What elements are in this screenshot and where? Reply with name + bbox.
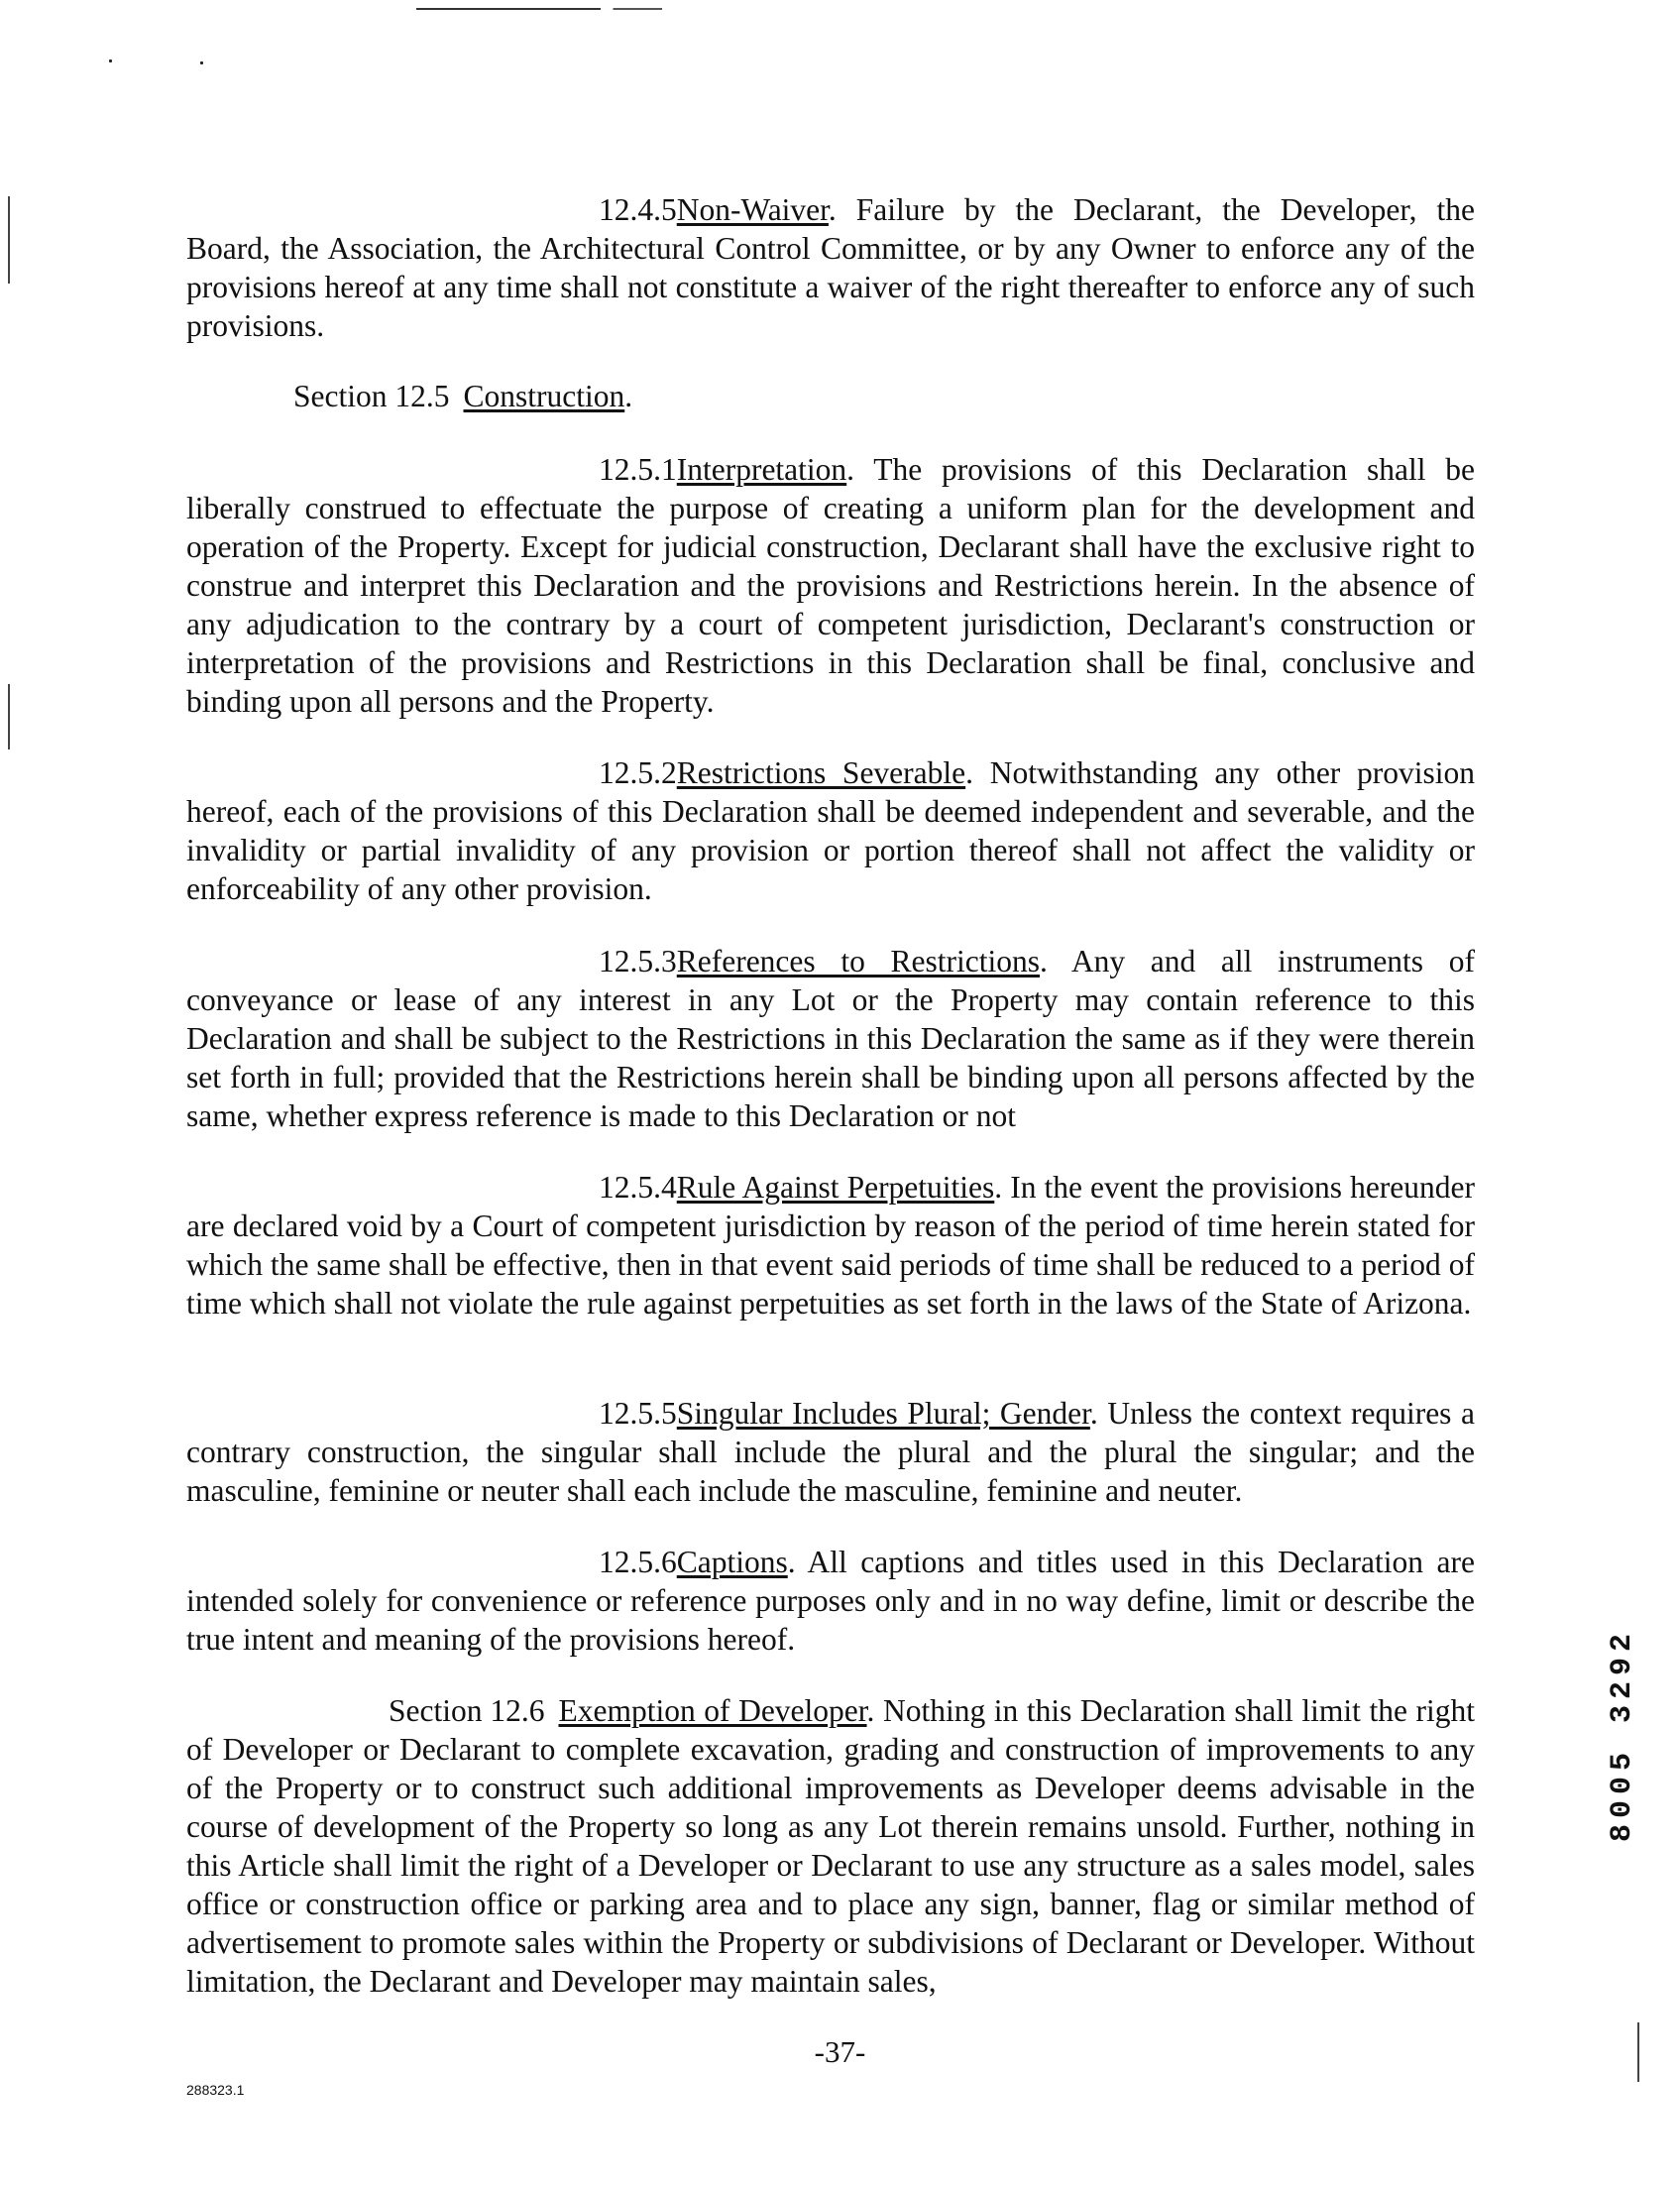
- section-heading: References to Restrictions: [676, 944, 1040, 978]
- recording-number-stamp: 8005 3292: [1606, 1627, 1639, 1843]
- section-body: . Nothing in this Declaration shall limit the right of Developer or Declarant to complete excavation, grading and construction of improvements to any of the Property or to construct such additional improvements as Developer deems advisable in the course of development of the Property so long as any Lot therein remains unsold. Further, nothing in this Article shall limit the right of a Developer or Declarant to use any structure as a sales model, sales office or construction office or parking area and to place any sign, banner, flag or similar method of advertisement to promote sales within the Property or subdivisions of Declarant or Developer. Without limitation, the Declarant and Developer may maintain sales,: [186, 1693, 1475, 1999]
- section-number: 12.5.4: [599, 1170, 677, 1205]
- section-number: 12.5.1: [599, 452, 677, 487]
- page-number: -37-: [814, 2034, 866, 2069]
- scan-artifact-top-line: [416, 8, 724, 10]
- section-heading: Singular Includes Plural; Gender: [676, 1396, 1090, 1431]
- section-heading: Interpretation: [676, 452, 847, 487]
- section-body: . Notwithstanding any other provision hereof, each of the provisions of this Declaration shall be deemed independent and severable, and the invalidity or partial invalidity of any provision or portion thereof shall not affect the validity or enforceability of any other provision.: [186, 755, 1476, 906]
- section-12-5: [186, 377, 1475, 415]
- section-label: Section 12.6: [389, 1693, 545, 1728]
- section-body: . The provisions of this Declaration shall be liberally construed to effectuate the purpose of creating a uniform plan for the development and operation of the Property. Except for judicial construction, Declarant shall have the exclusive right to construe and interpret this Declaration and the provisions and Restrictions herein. In the absence of any adjudication to the contrary by a court of competent jurisdiction, Declarant's construction or interpretation of the provisions and Restrictions in this Declaration shall be final, conclusive and binding upon all persons and the Property.: [186, 452, 1475, 719]
- section-body: . All captions and titles used in this Declaration are intended solely for convenience or reference purposes only and in no way define, limit or describe the true intent and meaning of the provisions hereof.: [186, 1545, 1475, 1657]
- section-body: .: [624, 379, 633, 413]
- margin-change-bar: [8, 196, 10, 284]
- scan-artifact-dot: [200, 61, 203, 64]
- section-label: Section 12.5: [293, 379, 450, 413]
- section-12-5-3: [186, 942, 1475, 1135]
- margin-change-bar: [8, 684, 10, 749]
- section-body: . Any and all instruments of conveyance or lease of any interest in any Lot or the Property may contain reference to this Declaration and shall be subject to the Restrictions in this Declaration the same as if they were therein set forth in full; provided that the Restrictions herein shall be binding upon all persons affected by the same, whether express reference is made to this Declaration or not: [186, 944, 1475, 1133]
- section-number: 12.5.5: [599, 1396, 677, 1431]
- section-heading: Captions: [676, 1545, 788, 1579]
- section-number: 12.4.5: [599, 192, 677, 227]
- section-heading: Restrictions Severable: [676, 755, 966, 790]
- scan-artifact-dot: [109, 59, 112, 62]
- section-body: . In the event the provisions hereunder are declared void by a Court of competent jurisdiction by reason of the period of time herein stated for which the same shall be effective, then in that event said periods of time shall be reduced to a period of time which shall not violate the rule against perpetuities as set forth in the laws of the State of Arizona.: [186, 1170, 1475, 1321]
- section-number: 12.5.3: [599, 944, 677, 978]
- section-12-5-5: [186, 1394, 1475, 1510]
- section-12-5-2: [186, 753, 1475, 908]
- document-id: 288323.1: [186, 2082, 245, 2098]
- section-12-5-1: [186, 450, 1475, 721]
- section-12-4-5: [186, 190, 1475, 345]
- section-heading: Construction: [463, 379, 625, 413]
- section-12-5-6: [186, 1543, 1475, 1659]
- section-12-5-4: [186, 1168, 1475, 1323]
- section-body: . Failure by the Declarant, the Developer, the Board, the Association, the Architectural Control Committee, or by any Owner to enforce any of the provisions hereof at any time shall not constitute a waiver of the right thereafter to enforce any of such provisions.: [186, 192, 1475, 343]
- section-heading: Non-Waiver: [676, 192, 829, 227]
- section-number: 12.5.6: [599, 1545, 677, 1579]
- section-number: 12.5.2: [599, 755, 677, 790]
- section-heading: Rule Against Perpetuities: [676, 1170, 995, 1205]
- section-heading: Exemption of Developer: [558, 1693, 867, 1728]
- section-12-6: [186, 1691, 1475, 2001]
- section-body: . Unless the context requires a contrary construction, the singular shall include the plural and the plural the singular; and the masculine, feminine or neuter shall each include the masculine, feminine and neuter.: [186, 1396, 1475, 1508]
